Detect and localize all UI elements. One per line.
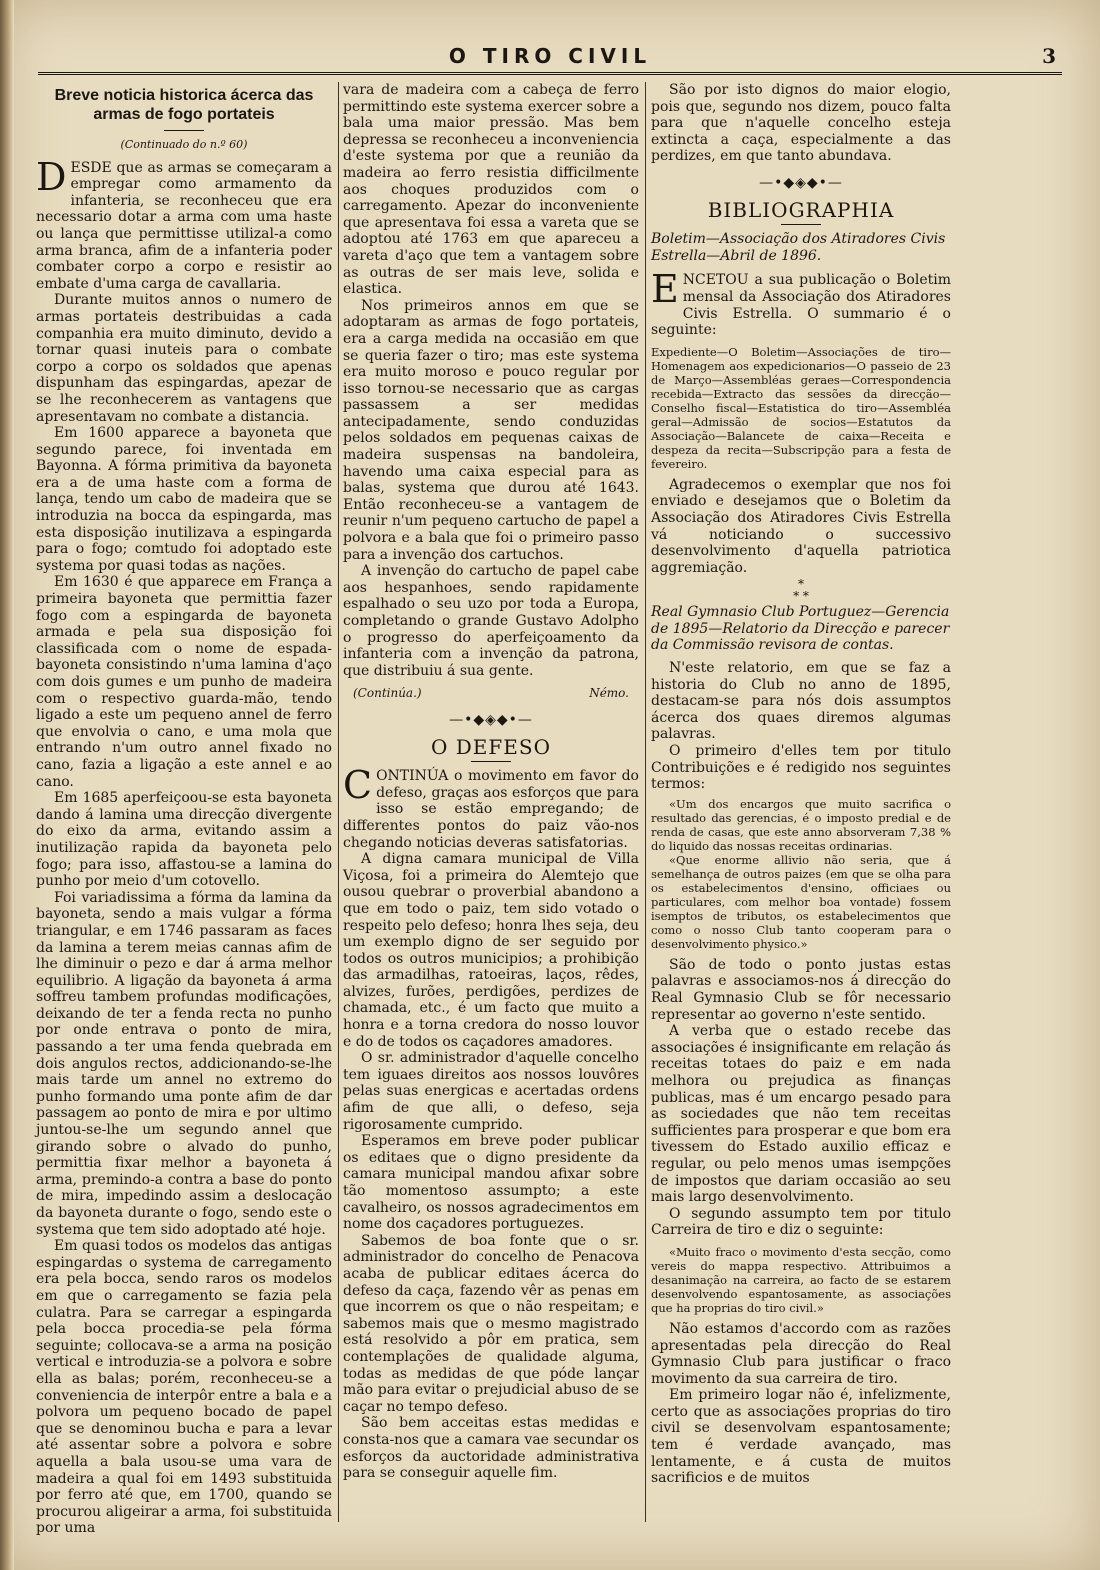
continua-note: (Continúa.) bbox=[353, 686, 422, 701]
paragraph: CONTINÚA o movimento em favor do defeso, graças aos esforços que para isso se estão empregando; de differentes pontos do paiz vão-nos chegando noticias deveras satisfatorias. bbox=[343, 763, 639, 851]
paragraph: O segundo assumpto tem por titulo Carreira de tiro e diz o seguinte: bbox=[651, 1205, 951, 1239]
paragraph: Nos primeiros annos em que se adoptaram as armas de fogo portateis, era a carga medida na occasião em que se queria fazer o tiro; mas este systema era muito moroso e pouco regular por isso tornou-se necessario que as cargas passassem a ser medidas antecipadamente, sendo conduzidas pelos soldados em pequenas caixas de madeira suspensas na bandoleira, havendo uma caixa especial para as balas, systema que durou até 1643. Então reconheceu-se a vantagem de reunir n'um pequeno cartucho de papel a polvora e a bala que foi o primeiro passo para a invenção dos cartuchos. bbox=[343, 297, 639, 563]
paragraph: São bem acceitas estas medidas e consta-nos que a camara vae secundar os esforços da auctoridade administrativa para se conseguir aquelle fim. bbox=[343, 1415, 639, 1482]
paragraph: A digna camara municipal de Villa Viçosa, foi a primeira do Alemtejo que ousou quebrar o proverbial abandono a que em todo o paiz, tem sido votado o respeito pelo defeso; honra lhes seja, deu um exemplo digno de ser seguido por todos os outros municipios; a prohibição das armadilhas, ratoeiras, laços, rêdes, alvizes, furões, perdigões, perdizes de chamada, etc., é um facto que muito a honra e a torna credora do nosso louvor e do de todos os caçadores amadores. bbox=[343, 851, 639, 1050]
column-3 bbox=[651, 82, 951, 1487]
quotation: «Muito fraco o movimento d'esta secção, como vereis do mappa respectivo. Attribuimos a desanimação na carreira, ao facto de se estarem desenvolvendo espantosamente, as associações que ha proprias do tiro civil.» bbox=[651, 1244, 951, 1315]
paragraph: Em primeiro logar não é, infelizmente, certo que as associações proprias do tiro civil se desenvolvam espantosamente; tem é verdade avançado, mas lentamente, e á custa de muitos sacrificios e de muitos bbox=[651, 1387, 951, 1487]
article-title: Breve noticia historica ácerca das armas de fogo portateis bbox=[54, 87, 314, 123]
dropcap: C bbox=[343, 763, 373, 808]
paragraph: N'este relatorio, em que se faz a historia do Club no anno de 1895, destacam-se para nós dois assumptos ácerca dos quaes diremos algumas palavras. bbox=[651, 660, 951, 743]
paragraph: Não estamos d'accordo com as razões apresentadas pela direcção do Real Gymnasio Club para justificar o fraco movimento da sua carreira de tiro. bbox=[651, 1320, 951, 1387]
paragraph: O primeiro d'elles tem por titulo Contribuições e é redigido nos seguintes termos: bbox=[651, 743, 951, 793]
paragraph: Em 1600 apparece a bayoneta que segundo parece, foi inventada em Bayonna. A fórma primitiva da bayoneta era a de uma haste com a forma de lança, tendo um cabo de madeira que se introduzia na bocca da espingarda, mas esta disposição inutilizava a espingarda para o fogo; comtudo foi adoptado este systema por quasi todas as nações. bbox=[36, 425, 332, 574]
paragraph: Esperamos em breve poder publicar os editaes que o digno presidente da camara municipal mandou afixar sobre tão momentoso assumpto; a este cavalheiro, os nossos agradecimentos em nome dos caçadores portuguezes. bbox=[343, 1133, 639, 1233]
dropcap: D bbox=[36, 154, 67, 199]
masthead bbox=[38, 44, 1062, 72]
paragraph: São de todo o ponto justas estas palavras e associamos-nos á direcção do Real Gymnasio Club se fôr necessario representar ao governo n'este sentido. bbox=[651, 956, 951, 1023]
dropcap: E bbox=[651, 267, 679, 312]
review-heading: Boletim—Associação dos Atiradores Civis Estrella—Abril de 1896. bbox=[651, 231, 946, 264]
summary-list: Expediente—O Boletim—Associações de tiro—Homenagem aos expedicionarios—O passeio de 23 de Março—Assembléas geraes—Correspondencia recebida—Extracto das sessões da direcção—Conselho fiscal—Estatistica do tiro—Assembléa geral—Admissão de socios—Estatutos da Associação—Balancete de caixa—Receita e despeza da recita—Subscripção para a festa de fevereiro. bbox=[651, 344, 951, 471]
paragraph: DESDE que as armas se começaram a empregar como armamento da infanteria, se reconheceu que era necessario dotar a arma com uma haste ou lança que permittisse utilizal-a como arma branca, afim de a infanteria poder combater corpo a corpo e resistir ao embate d'uma carga de cavallaria. bbox=[36, 154, 332, 292]
title-rule bbox=[781, 224, 821, 225]
page-number: 3 bbox=[1042, 44, 1056, 68]
paragraph: Foi variadissima a fórma da lamina da bayoneta, sendo a mais vulgar a fórma triangular, e em 1746 passaram as faces da lamina a terem meias cannas afim de lhe diminuir o pezo e dar á arma melhor equilibrio. A ligação da bayoneta á arma soffreu tambem profundas modificações, deixando de ter a fenda recta no punho por onde entrava o ponto de mira, passando a ter uma fenda quebrada em dois angulos rectos, addicionando-se-lhe mais tarde um annel no extremo do punho formando uma ponte afim de dar passagem ao ponto de mira e por ultimo juntou-se-lhe um segundo annel que girando sobre o alvado do punho, permittia fixar melhor a bayoneta á arma, premindo-a contra a base do ponto de mira, impedindo assim a deslocação da bayoneta durante o fogo, sendo este o systema que tem sido adoptado até hoje. bbox=[36, 889, 332, 1238]
review-heading: Real Gymnasio Club Portuguez—Gerencia de 1895—Relatorio da Direcção e parecer da Commissão revisora de contas. bbox=[651, 604, 950, 654]
column-2 bbox=[343, 82, 639, 1482]
paragraph: Sabemos de boa fonte que o sr. administrador do concelho de Penacova acaba de publicar editaes ácerca do defeso da caça, fazendo vêr as penas em que incorrem os que o não respeitam; e sabemos mais que o mesmo magistrado está resolvido a pôr em pratica, sem contemplações de qualidade alguma, todas as medidas de que póde lançar mão para evitar o prejudicial abuso de se caçar no tempo defeso. bbox=[343, 1232, 639, 1415]
section-title: O DEFESO bbox=[431, 734, 551, 759]
title-rule bbox=[471, 761, 511, 762]
quotation: «Um dos encargos que muito sacrifica o resultado das gerencias, é o imposto predial e de renda de casas, que este anno absorveram 7,38 % do liquido das nossas receitas ordinarias. bbox=[651, 796, 951, 853]
ornament-divider: —•◆◈◆•— bbox=[449, 711, 533, 728]
paragraph: Em quasi todos os modelos das antigas espingardas o systema de carregamento era pela bocca, sendo raros os modelos em que o carregamento se fazia pela culatra. Para se carregar a espingarda pela bocca procedia-se pela fórma seguinte; collocava-se a arma na posição vertical e introduzia-se a polvora e sobre ella as balas; porém, reconheceu-se a conveniencia de interpôr entre a bala e a polvora um pequeno bocado de papel que se denominou bucha e para a levar até assentar sobre a polvora e sobre aquella a bala usou-se uma vara de madeira a qual foi em 1493 substituida por ferro até que, em 1700, quando se procurou aligeirar a arma, foi substituida por uma bbox=[36, 1238, 332, 1537]
title-rule bbox=[164, 130, 204, 131]
article-signoff bbox=[353, 685, 629, 702]
paragraph: vara de madeira com a cabeça de ferro permittindo este systema exercer sobre a bala uma maior pressão. Mas bem depressa se reconheceu a inconveniencia d'este systema por que a reunião da madeira ao ferro resistia difficilmente aos choques produzidos com o carregamento. Apezar do inconveniente que apresentava foi essa a vareta que se adoptou até 1763 em que apareceu a vareta d'aço que tem a vantagem sobre as outras de ser mais leve, solida e elastica. bbox=[343, 82, 639, 298]
ornament-divider: —•◆◈◆•— bbox=[759, 174, 843, 191]
masthead-rule bbox=[38, 72, 1062, 78]
page-binding-edge bbox=[0, 0, 14, 1570]
paragraph: Durante muitos annos o numero de armas portateis destribuidas a cada companhia era muito diminuto, devido a tornar quasi inuteis para o combate corpo a corpo os soldados que apenas dispunham das espingardas, apezar de se lhe reconhecerem as vantagens que apresentavam no combate a distancia. bbox=[36, 292, 332, 425]
paragraph: A invenção do cartucho de papel cabe aos hespanhoes, sendo rapidamente espalhado o seu uzo por toda a Europa, completando o grande Gustavo Adolpho o progresso do aperfeiçoamento da infanteria com a invenção da patrona, que distribuiu á sua gente. bbox=[343, 563, 639, 679]
paragraph: O sr. administrador d'aquelle concelho tem iguaes direitos aos nossos louvôres pelas suas energicas e acertadas ordens afim de que alli, o defeso, seja rigorosamente cumprido. bbox=[343, 1050, 639, 1133]
column-divider bbox=[645, 82, 646, 1522]
continued-note: (Continuado do n.º 60) bbox=[120, 138, 248, 151]
section-stars: * * * bbox=[793, 577, 809, 604]
section-title: BIBLIOGRAPHIA bbox=[707, 197, 895, 222]
column-1 bbox=[36, 82, 332, 1537]
masthead-title: O TIRO CIVIL bbox=[448, 44, 652, 68]
paragraph: A verba que o estado recebe das associações é insignificante em relação ás receitas totaes do paiz e em nada melhora ou prejudica as finanças publicas, mas é um encargo pesado para as sociedades que não tem receitas sufficientes para prosperar e que bom era tivessem do Estado auxilio efficaz e regular, ou pelo menos umas isempções de impostos que dariam occasião ao seu mais largo desenvolvimento. bbox=[651, 1023, 951, 1206]
paragraph: Em 1630 é que apparece em França a primeira bayoneta que permittia fazer fogo com a espingarda de bayoneta armada e pela sua disposição foi classificada com o nome de espada-bayoneta consistindo n'uma lamina d'aço com dois gumes e um punho de madeira com o respectivo guarda-mão, tendo ligado a este um pequeno annel de ferro que envolvia o cano, e uma mola que entrando n'um outro annel fixado no cano, fazia a ligação a este annel e ao cano. bbox=[36, 574, 332, 790]
paragraph: Em 1685 aperfeiçoou-se esta bayoneta dando á lamina uma direcção divergente do eixo da arma, evitando assim a inutilização rapida da bayoneta pelo fogo; para isso, affastou-se a lamina do punho por meio d'um cotovello. bbox=[36, 790, 332, 890]
column-divider bbox=[338, 82, 339, 1522]
paragraph: Agradecemos o exemplar que nos foi enviado e desejamos que o Boletim da Associação dos Atiradores Civis Estrella vá noticiando o successivo desenvolvimento d'aquella patriotica aggremiação. bbox=[651, 476, 951, 576]
paragraph: ENCETOU a sua publicação o Boletim mensal da Associação dos Atiradores Civis Estrella. O summario é o seguinte: bbox=[651, 267, 951, 339]
paragraph: São por isto dignos do maior elogio, pois que, segundo nos dizem, pouco falta para que n'aquelle concelho esteja extincta a caça, especialmente a das perdizes, em que tanto abundava. bbox=[651, 82, 951, 165]
quotation: «Que enorme allivio não seria, que á semelhança de outros paizes (em que se olha para os estabelecimentos d'ensino, officiaes ou particulares, com melhor boa vontade) fossem isemptos de tributos, os estabelecimentos que como o nosso Club tanto cooperam para o desenvolvimento physico.» bbox=[651, 852, 951, 951]
author-signature: Némo. bbox=[589, 686, 629, 701]
